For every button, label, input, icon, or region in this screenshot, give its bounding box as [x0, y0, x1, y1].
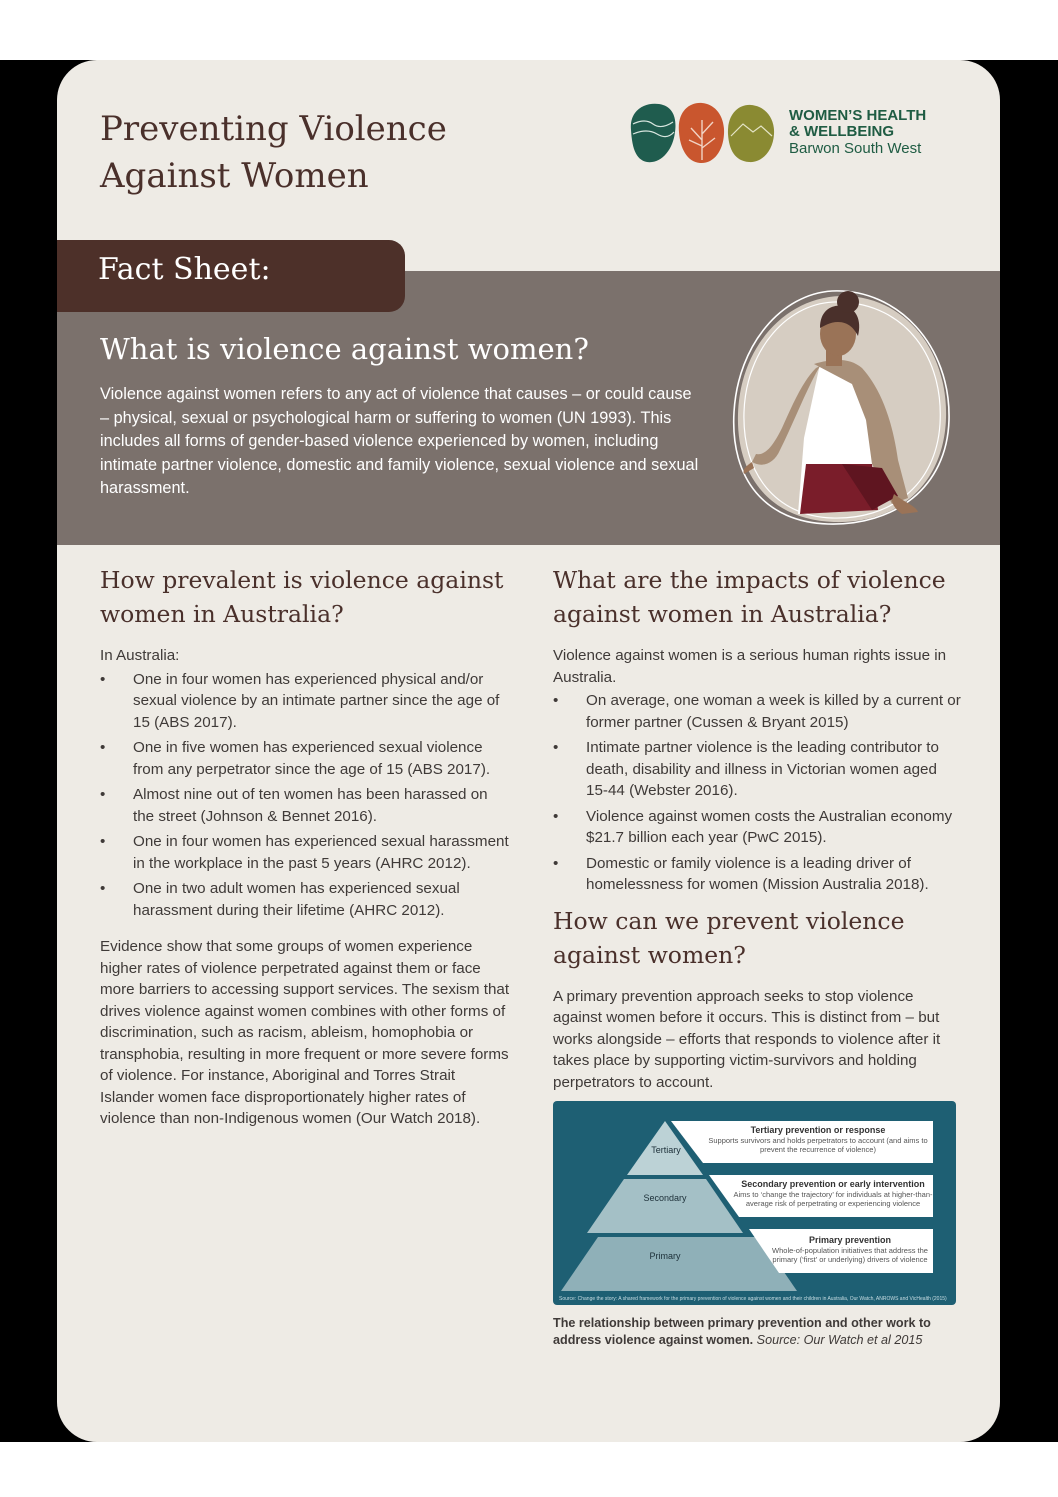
fact-sheet-card: [57, 60, 1000, 1442]
intro-paragraph: Violence against women refers to any act of violence that causes – or could cause – physical, sexual or psychological harm or suffering to women (UN 1993). This includes all forms of gender-based violence experienced by women, including intimate partner violence, domestic and family violence, sexual violence and sexual harassment.: [100, 385, 699, 497]
prevalence-lead: In Australia:: [100, 647, 180, 664]
list-item: • On average, one woman a week is killed by a current or former partner (Cussen & Bryant 2015): [553, 690, 963, 733]
prevention-pyramid-diagram: [553, 1101, 956, 1305]
prevalence-list: [100, 669, 510, 922]
woman-illustration: [722, 288, 952, 528]
list-item: • Almost nine out of ten women has been harassed on the street (Johnson & Bennet 2016).: [100, 784, 510, 827]
diagram-caption: The relationship between primary prevention and other work to address violence against women. Source: Our Watch et al 2015: [553, 1316, 931, 1347]
list-item: • One in five women has experienced sexual violence from any perpetrator since the age of 15 (ABS 2017).: [100, 737, 510, 780]
intro-heading: What is violence against women?: [100, 332, 589, 366]
list-item: • Domestic or family violence is a leading driver of homelessness for women (Mission Australia 2018).: [553, 853, 963, 896]
primary-box: Primary prevention Whole-of-population initiatives that address the primary (‘first’ or underlying) drivers of violence: [772, 1235, 928, 1264]
page-title: Preventing Violence Against Women: [100, 109, 447, 196]
impacts-heading: What are the impacts of violence against women in Australia?: [553, 566, 946, 628]
fact-sheet-label: Fact Sheet:: [98, 252, 271, 287]
prevalence-heading: How prevalent is violence against women in Australia?: [100, 566, 504, 628]
list-item: • One in four women has experienced sexual harassment in the workplace in the past 5 years (AHRC 2012).: [100, 831, 510, 874]
tier-label-primary: Primary: [649, 1251, 681, 1261]
list-item: • Intimate partner violence is the leading contributor to death, disability and illness in Victorian women aged 15-44 (Webster 2016).: [553, 737, 963, 802]
list-item: • One in four women has experienced physical and/or sexual violence by an intimate partner since the age of 15 (ABS 2017).: [100, 669, 510, 734]
prevention-paragraph: A primary prevention approach seeks to stop violence against women before it occurs. This is distinct from – but works alongside – efforts that responds to violence after it takes place by supporting victim-survivors and holding perpetrators to account.: [553, 987, 941, 1091]
three-seed-logo-icon: [627, 100, 777, 166]
evidence-paragraph: Evidence show that some groups of women experience higher rates of violence perpetrated against them or face more barriers to accessing support services. The sexism that drives violence against women combines with other forms of discrimination, such as racism, ableism, homophobia or transphobia, resulting in more frequent or more severe forms of violence. For instance, Aboriginal and Torres Strait Islander women face disproportionately higher rates of violence than non-Indigenous women (Our Watch 2018).: [100, 938, 510, 1127]
logo-wordmark: WOMEN’S HEALTH & WELLBEING Barwon South West: [789, 107, 927, 157]
impacts-list: [553, 690, 963, 896]
tier-label-secondary: Secondary: [643, 1193, 687, 1203]
tertiary-box: Tertiary prevention or response Supports survivors and holds perpetrators to account (and aims to prevent the recurrence of violence): [708, 1125, 928, 1154]
secondary-box: Secondary prevention or early intervention Aims to ‘change the trajectory’ for individuals at higher-than-average risk of perpetrating or experiencing violence: [733, 1179, 933, 1208]
impacts-section: [553, 563, 963, 1348]
list-item: • Violence against women costs the Australian economy $21.7 billion each year (PwC 2015).: [553, 806, 963, 849]
prevention-heading: How can we prevent violence against women?: [553, 906, 905, 969]
prevention-section: [553, 904, 963, 1349]
prevalence-section: [100, 563, 510, 1130]
fact-sheet-tab: [57, 240, 405, 312]
diagram-source-note: Source: Change the story: A shared framework for the primary prevention of violence against women and their children in Australia, Our Watch, ANROWS and VicHealth (2015): [559, 1296, 947, 1302]
tier-label-tertiary: Tertiary: [651, 1145, 681, 1155]
impacts-lead: Violence against women is a serious human rights issue in Australia.: [553, 647, 947, 686]
organisation-logo: [627, 100, 957, 166]
list-item: • One in two adult women has experienced sexual harassment during their lifetime (AHRC 2012).: [100, 878, 510, 921]
